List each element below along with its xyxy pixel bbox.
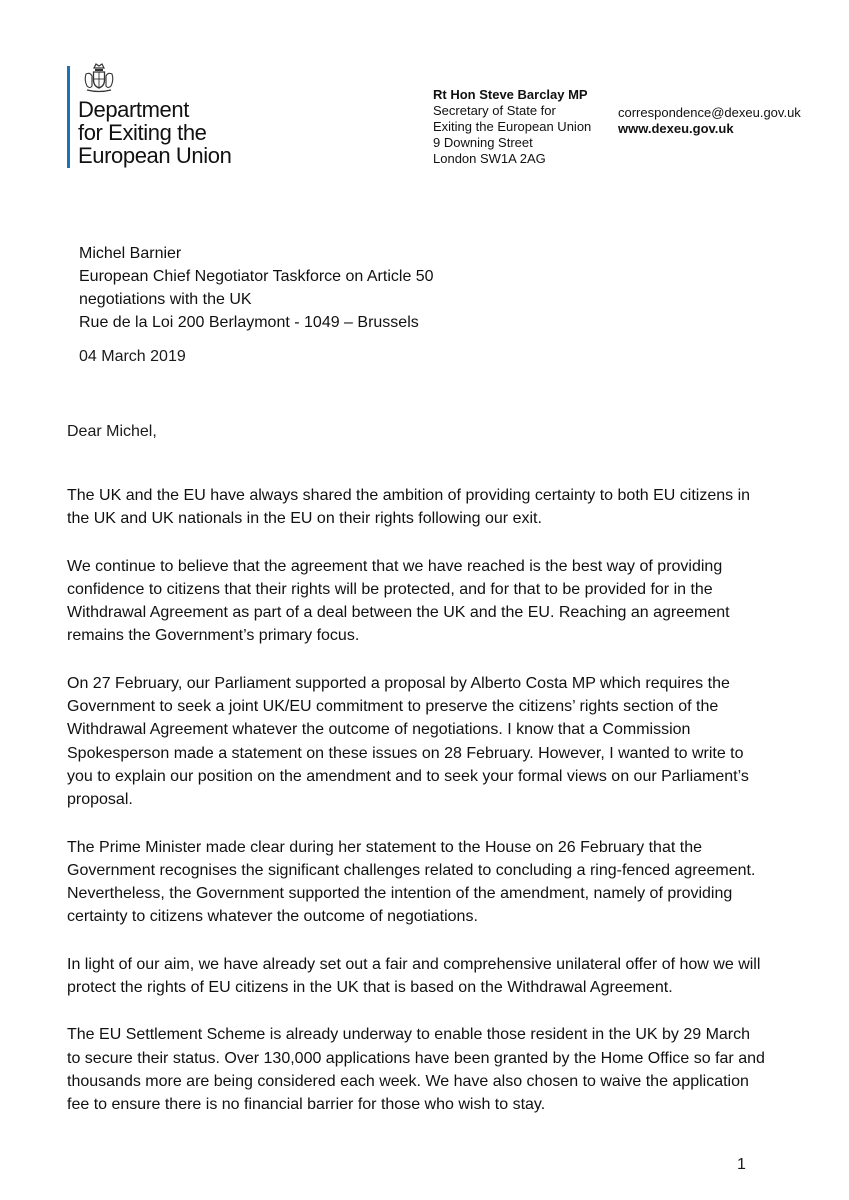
recipient-name: Michel Barnier bbox=[79, 245, 182, 262]
sender-address-line: 9 Downing Street bbox=[433, 135, 533, 150]
sender-contact bbox=[618, 105, 801, 137]
body-paragraph: The EU Settlement Scheme is already underway to enable those resident in the UK by 29 March to secure their status. Over 130,000 applications have been granted by the Home Office so far and thousands more are being considered each week. We have also chosen to waive the application fee to ensure there is no financial barrier for those who wish to stay. bbox=[67, 1026, 765, 1114]
department-name-line: European Union bbox=[78, 143, 232, 168]
recipient-role-line: European Chief Negotiator Taskforce on Article 50 bbox=[79, 268, 434, 285]
body-paragraph: On 27 February, our Parliament supported a proposal by Alberto Costa MP which requires the Government to seek a joint UK/EU commitment to preserve the citizens’ rights section of the Withdrawal Agreement whatever the outcome of negotiations. I know that a Commission Spokesperson made a statement on these issues on 28 February. However, I wanted to write to you to explain our position on the amendment and to seek your formal views on our Parliament’s proposal. bbox=[67, 674, 749, 809]
salutation: Dear Michel, bbox=[67, 423, 157, 440]
body-paragraph: The Prime Minister made clear during her statement to the House on 26 February that the Government recognises the significant challenges related to concluding a ring-fenced agreement. Nevertheless, the Government supported the intention of the amendment, namely of providing certainty to citizens whatever the outcome of negotiations. bbox=[67, 838, 756, 926]
sender-website[interactable]: www.dexeu.gov.uk bbox=[618, 121, 734, 136]
department-name-line: for Exiting the bbox=[78, 120, 207, 145]
department-logo bbox=[67, 62, 267, 172]
sender-name: Rt Hon Steve Barclay MP bbox=[433, 87, 588, 102]
sender-email[interactable]: correspondence@dexeu.gov.uk bbox=[618, 105, 801, 120]
sender-title-line: Secretary of State for bbox=[433, 103, 556, 118]
body-paragraph: We continue to believe that the agreement that we have reached is the best way of providing confidence to citizens that their rights will be protected, and for that to be provided for in the Withdrawal Agreement as part of a deal between the UK and the EU. Reaching an agreement remains the Government’s primary focus. bbox=[67, 557, 730, 645]
body-paragraph: The UK and the EU have always shared the ambition of providing certainty to both EU citizens in the UK and UK nationals in the EU on their rights following our exit. bbox=[67, 487, 751, 528]
logo-accent-bar bbox=[67, 66, 70, 168]
sender-block bbox=[433, 87, 591, 167]
sender-title-line: Exiting the European Union bbox=[433, 119, 592, 134]
letter-body bbox=[67, 484, 767, 1141]
department-name bbox=[78, 98, 231, 167]
royal-coat-of-arms-icon bbox=[81, 62, 117, 94]
recipient-role-line: negotiations with the UK bbox=[79, 291, 252, 308]
department-name-line: Department bbox=[78, 97, 189, 122]
letter-date: 04 March 2019 bbox=[79, 348, 186, 365]
sender-address-line: London SW1A 2AG bbox=[433, 151, 546, 166]
recipient-block bbox=[79, 242, 434, 334]
body-paragraph: In light of our aim, we have already set out a fair and comprehensive unilateral offer of how we will protect the rights of EU citizens in the UK that is based on the Withdrawal Agreement. bbox=[67, 955, 761, 997]
recipient-address: Rue de la Loi 200 Berlaymont - 1049 – Brussels bbox=[79, 314, 419, 331]
page-number: 1 bbox=[737, 1156, 746, 1173]
